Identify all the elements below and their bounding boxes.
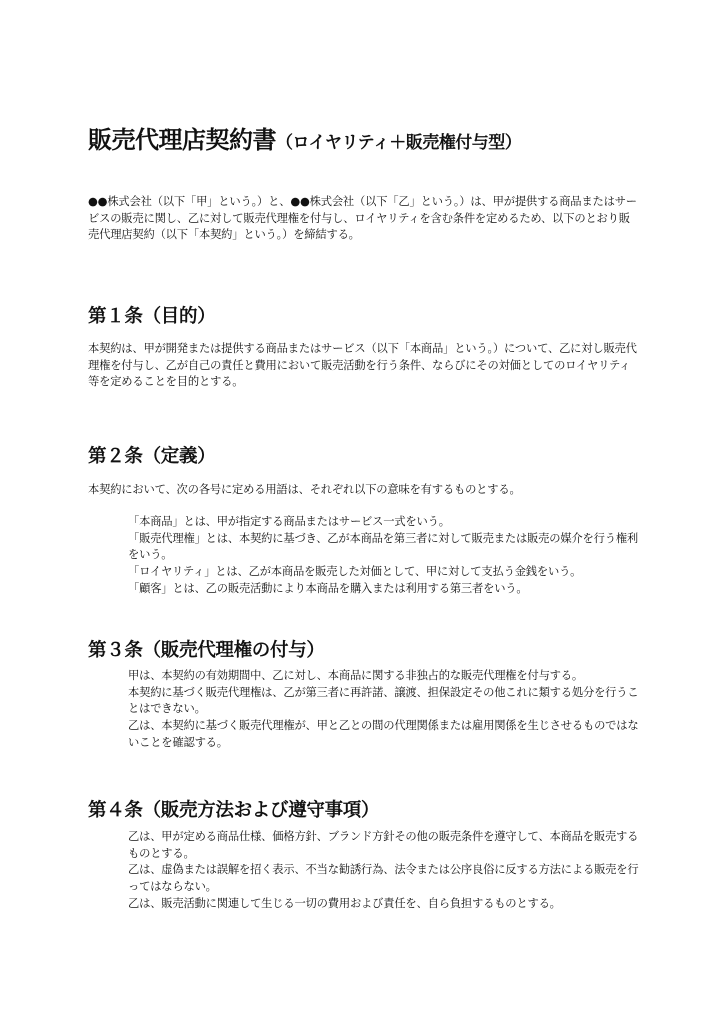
title-sub: （ロイヤリティ＋販売権付与型）: [276, 133, 522, 153]
list-item: 乙は、虚偽または誤解を招く表示、不当な勧誘行為、法令または公序良俗に反する方法による販売を行ってはならない。: [128, 863, 639, 894]
article-4-items: [128, 829, 640, 913]
article-3-items: [128, 668, 640, 752]
article-1-body: 本契約は、甲が開発または提供する商品またはサービス（以下「本商品」という。）について、乙に対し販売代理権を付与し、乙が自己の責任と費用において販売活動を行う条件、ならびにその対価としてのロイヤリティ等を定めることを目的とする。: [88, 342, 637, 389]
article-2-heading: 第２条（定義）: [88, 446, 216, 467]
preamble: ●●株式会社（以下「甲」という。）と、●●株式会社（以下「乙」という。）は、甲が提供する商品またはサービスの販売に関し、乙に対して販売代理権を付与し、ロイヤリティを含む条件を定めるため、以下のとおり販売代理店契約（以下「本契約」という。）を締結する。: [88, 195, 637, 242]
list-item: 乙は、本契約に基づく販売代理権が、甲と乙との間の代理関係または雇用関係を生じさせるものではないことを確認する。: [128, 719, 639, 749]
list-item: 「顧客」とは、乙の販売活動により本商品を購入または利用する第三者をいう。: [128, 581, 528, 595]
article-4-heading: 第４条（販売方法および遵守事項）: [88, 800, 380, 821]
article-2-items: [128, 514, 640, 598]
title-main: 販売代理店契約書: [88, 126, 276, 154]
list-item: 乙は、甲が定める商品仕様、価格方針、ブランド方針その他の販売条件を遵守して、本商品を販売するものとする。: [128, 830, 639, 860]
list-item: 本契約に基づく販売代理権は、乙が第三者に再許諾、譲渡、担保設定その他これに類する処分を行うことはできない。: [128, 685, 639, 716]
list-item: 甲は、本契約の有効期間中、乙に対し、本商品に関する非独占的な販売代理権を付与する。: [128, 669, 583, 682]
list-item: 乙は、販売活動に関連して生じる一切の費用および責任を、自ら負担するものとする。: [128, 896, 561, 910]
list-item: 「販売代理権」とは、本契約に基づき、乙が本商品を第三者に対して販売または販売の媒介を行う権利をいう。: [128, 531, 639, 562]
list-item: 「本商品」とは、甲が指定する商品またはサービス一式をいう。: [128, 515, 450, 528]
list-item: 「ロイヤリティ」とは、乙が本商品を販売した対価として、甲に対して支払う金銭をいう。: [128, 565, 582, 579]
article-1-heading: 第１条（目的）: [88, 306, 216, 327]
article-3-heading: 第３条（販売代理権の付与）: [88, 640, 325, 661]
document-title: [88, 120, 521, 155]
article-2-body: 本契約において、次の各号に定める用語は、それぞれ以下の意味を有するものとする。: [88, 483, 521, 496]
